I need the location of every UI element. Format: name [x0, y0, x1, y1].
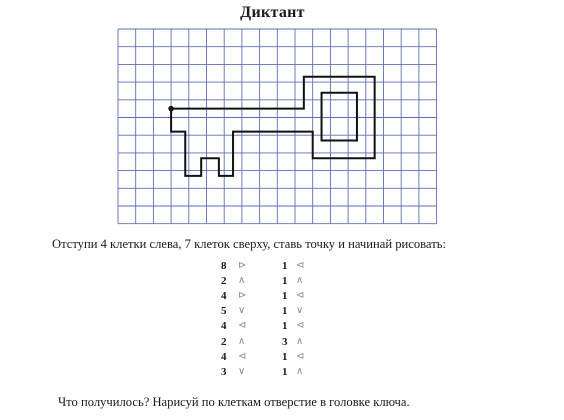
step-count-left: 4 — [221, 350, 227, 363]
step-arrow-left-icon: ⊳ — [238, 290, 247, 302]
step-arrow-right-icon: ∧ — [296, 275, 304, 287]
step-arrow-left-icon: ∨ — [238, 365, 246, 377]
step-count-left: 2 — [221, 275, 227, 288]
step-count-right: 1 — [282, 290, 288, 303]
step-arrow-right-icon: ⊲ — [296, 290, 305, 302]
page-title: Диктант — [240, 4, 305, 21]
step-count-right: 1 — [282, 275, 288, 288]
key-drawing — [168, 77, 374, 176]
step-arrow-right-icon: ⊲ — [296, 350, 305, 362]
step-count-left: 8 — [221, 260, 227, 272]
step-count-left: 4 — [221, 290, 227, 303]
step-arrow-left-icon: ∧ — [238, 275, 246, 287]
step-count-right: 1 — [282, 305, 288, 318]
step-arrow-left-icon: ∨ — [238, 305, 246, 317]
step-count-left: 2 — [221, 335, 227, 348]
step-count-right: 1 — [282, 365, 288, 378]
step-count-right: 1 — [282, 320, 288, 333]
question-text: Что получилось? Нарисуй по клеткам отверстие в головке ключа. — [58, 395, 410, 409]
key-outline — [171, 77, 375, 176]
grid-lines — [118, 29, 437, 224]
step-arrow-right-icon: ∧ — [296, 365, 304, 377]
step-arrow-left-icon: ⊳ — [238, 260, 247, 271]
step-arrow-right-icon: ⊲ — [296, 320, 305, 332]
step-count-right: 3 — [282, 335, 288, 348]
step-count-left: 4 — [221, 320, 227, 333]
start-dot — [168, 106, 174, 112]
instruction-text: Отступи 4 клетки слева, 7 клеток сверху, ставь точку и начинай рисовать: — [52, 237, 446, 251]
step-arrow-left-icon: ∧ — [238, 335, 246, 347]
step-arrow-right-icon: ∨ — [296, 305, 304, 317]
step-count-left: 3 — [221, 365, 227, 378]
step-count-right: 1 — [282, 260, 288, 272]
step-count-left: 5 — [221, 305, 227, 318]
step-arrow-left-icon: ⊲ — [238, 350, 247, 362]
step-count-right: 1 — [282, 350, 288, 363]
step-arrow-left-icon: ⊲ — [238, 320, 247, 332]
step-arrow-right-icon: ∧ — [296, 335, 304, 347]
step-arrow-right-icon: ⊲ — [296, 260, 305, 271]
